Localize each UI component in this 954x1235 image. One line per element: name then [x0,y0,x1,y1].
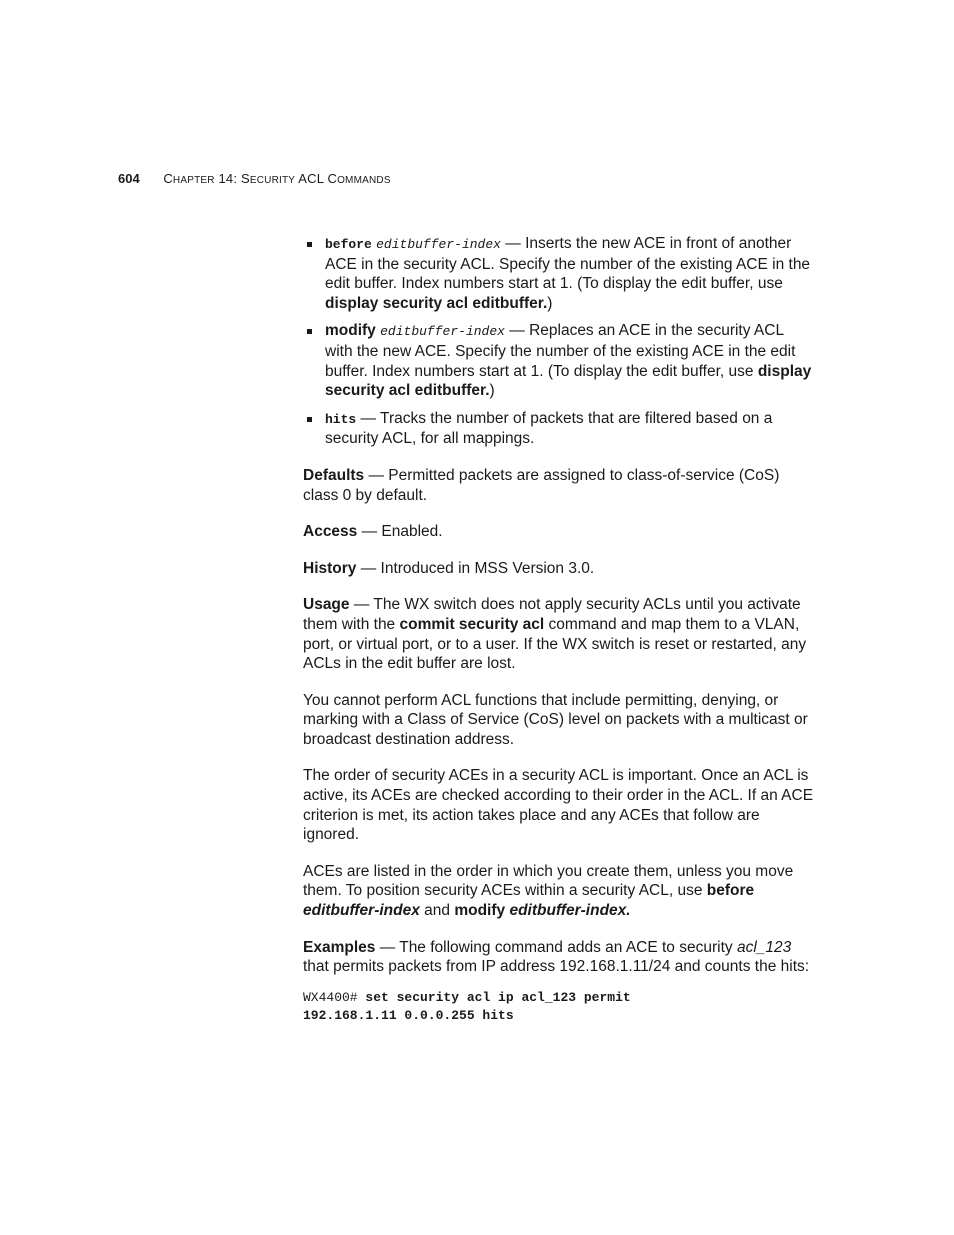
usage-paragraph: Usage — The WX switch does not apply security ACLs until you activate them with the commit security acl command and map them to a VLAN, port, or virtual port, or to a user. If the WX switch is reset or restarted, any ACLs in the edit buffer are lost. [303,596,807,673]
history-paragraph: History — Introduced in MSS Version 3.0. [303,559,595,577]
order-paragraph: The order of security ACEs in a security ACL is important. Once an ACL is active, its ACEs are checked according to their order in the ACL. If an ACE criterion is met, its action takes place and any ACEs that follow are ignored. [303,767,814,844]
page-number: 604 [118,171,140,186]
access-paragraph: Access — Enabled. [303,523,443,541]
multicast-paragraph: You cannot perform ACL functions that include permitting, denying, or marking with a Class of Service (CoS) level on packets with a multicast or broadcast destination address. [303,691,808,748]
chapter-title: CHAPTER 14: SECURITY ACL COMMANDS [163,171,391,186]
option-hits: hits — Tracks the number of packets that are filtered based on a security ACL, for all mappings. [303,409,815,449]
code-line-1: WX4400# set security acl ip acl_123 permit [303,989,631,1005]
code-example [303,989,815,1025]
bullet-icon [307,242,312,247]
code-line-2: 192.168.1.11 0.0.0.255 hits [303,1007,514,1023]
defaults-paragraph: Defaults — Permitted packets are assigned to class-of-service (CoS) class 0 by default. [303,466,780,504]
running-header [118,171,391,186]
option-list [303,234,815,449]
examples-paragraph: Examples — The following command adds an ACE to security acl_123 that permits packets from IP address 192.168.1.11/24 and counts the hits: [303,938,810,976]
move-paragraph: ACEs are listed in the order in which you create them, unless you move them. To position security ACEs within a security ACL, use before editbuffer-index and modify editbuffer-index. [303,862,794,920]
page-body [303,234,815,1025]
option-modify: modify editbuffer-index — Replaces an ACE in the security ACL with the new ACE. Specify the number of the existing ACE in the edit buffer. Index numbers start at 1. (To display the edit buffer, use display security acl editbuffer.) [303,321,815,400]
bullet-icon [307,417,312,422]
bullet-icon [307,329,312,334]
option-before: before editbuffer-index — Inserts the new ACE in front of another ACE in the security ACL. Specify the number of the existing ACE in the edit buffer. Index numbers start at 1. (To display the edit buffer, use display security acl editbuffer.) [303,234,815,313]
